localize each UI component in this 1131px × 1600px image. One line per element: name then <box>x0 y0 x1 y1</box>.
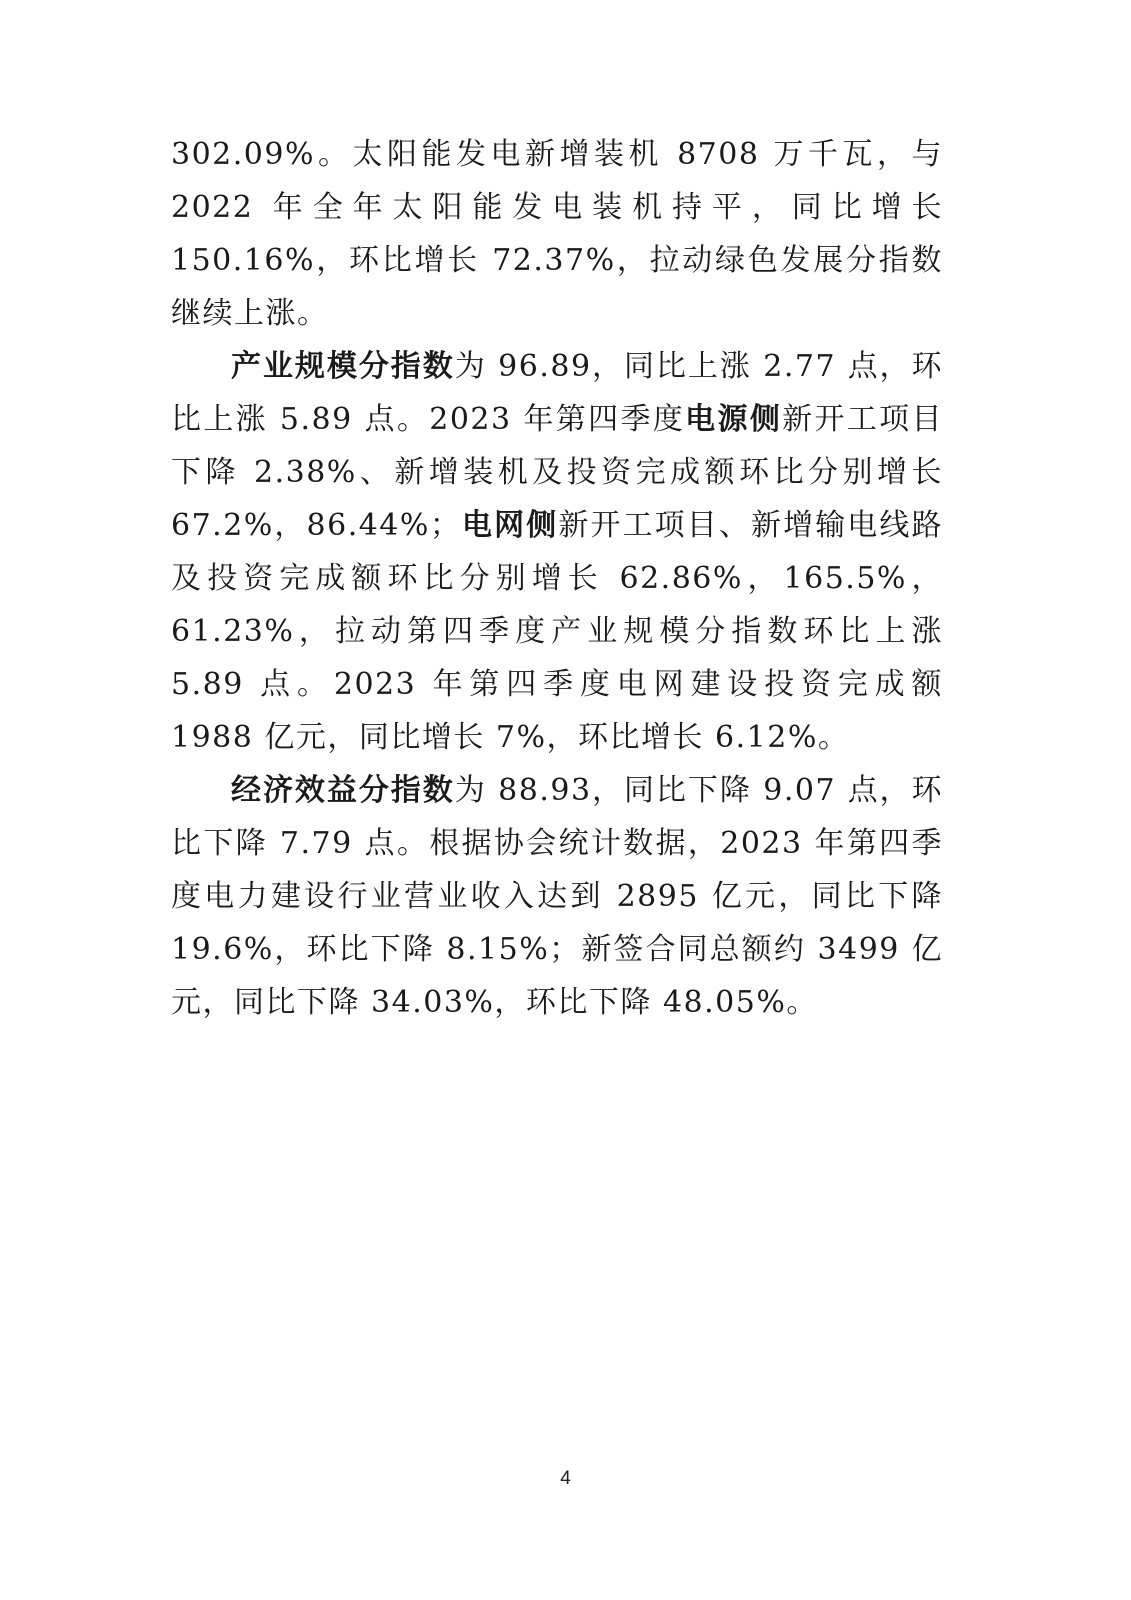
paragraph-solar-continuation <box>171 128 943 340</box>
paragraph-industry-scale <box>171 340 943 764</box>
industry-scale-heading: 产业规模分指数 <box>231 349 455 384</box>
grid-side-label: 电网侧 <box>461 508 559 543</box>
power-source-side-label: 电源侧 <box>685 402 783 437</box>
paragraph-economic-benefit <box>171 764 943 1029</box>
paragraph-text: 为 96.89，同比上涨 2.77 点，环比上涨 5.89 点。2023 年第四季度 <box>171 349 944 437</box>
economic-benefit-heading: 经济效益分指数 <box>231 773 455 808</box>
paragraph-text: 302.09%。太阳能发电新增装机 8708 万千瓦，与 2022 年全年太阳能发电装机持平，同比增长 150.16%，环比增长 72.37%，拉动绿色发展分指数继续上涨。 <box>171 137 943 331</box>
paragraph-text: 为 88.93，同比下降 9.07 点，环比下降 7.79 点。根据协会统计数据，2023 年第四季度电力建设行业营业收入达到 2895 亿元，同比下降 19.6%，环比下降 8.15%；新签合同总额约 3499 亿元，同比下降 34.03%，环比下降 48.05%。 <box>171 773 944 1020</box>
paragraph-text: 新开工项目下降 2.38%、新增装机及投资完成额环比分别增长 67.2%，86.44%； <box>171 402 944 543</box>
body-text <box>171 128 943 1029</box>
paragraph-text: 新开工项目、新增输电线路及投资完成额环比分别增长 62.86%，165.5%，61.23%，拉动第四季度产业规模分指数环比上涨 5.89 点。2023 年第四季度电网建设投资完成额 1988 亿元，同比增长 7%，环比增长 6.12%。 <box>171 508 944 755</box>
page-number: 4 <box>560 1468 571 1489</box>
